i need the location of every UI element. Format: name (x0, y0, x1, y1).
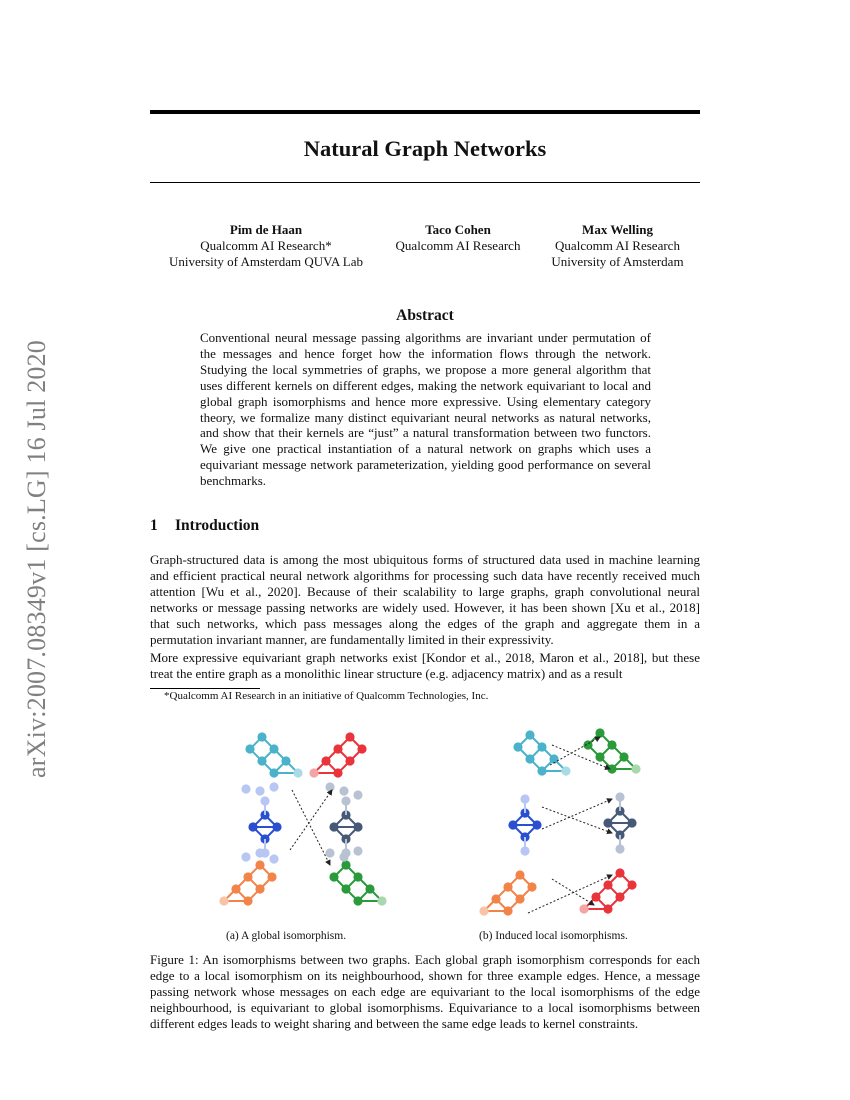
author-name: Max Welling (582, 222, 653, 237)
graph-node (255, 860, 264, 869)
abstract-text: Conventional neural message passing algorithms are invariant under permutation of the messages and hence forget how the information flows through the network. Studying the local symmetries of graphs, we propose a more general algorithm that uses different kernels on different edges, making the network equivariant to local and global graph isomorphisms and hence more expressive. Using elementary category theory, we formalize many distinct equivariant neural networks as natural networks, and show that their kernels are “just” a natural transformation between two functors. We give one practical instantiation of a natural network on graphs which uses a equivariant message network parameterization, yielding good performance on several benchmarks. (200, 330, 651, 489)
graph-node (333, 744, 342, 753)
graph-node (243, 896, 252, 905)
graph-node (353, 872, 362, 881)
graph-node (339, 852, 348, 861)
graph-node (219, 896, 228, 905)
graph-node (269, 854, 278, 863)
subcaption-b: (b) Induced local isomorphisms. (479, 930, 628, 942)
graph-node (269, 768, 278, 777)
graph-node (321, 756, 330, 765)
graph-node (255, 786, 264, 795)
graph-node (248, 822, 257, 831)
graph-node (615, 868, 624, 877)
mapping-arrow (542, 799, 612, 829)
graph-node (325, 848, 334, 857)
graph-node (537, 742, 546, 751)
graph-node (341, 884, 350, 893)
section-heading (150, 517, 259, 535)
graph-node (561, 766, 570, 775)
author-affiliation: University of Amsterdam (551, 253, 684, 269)
graph-node (508, 820, 517, 829)
graph-node (513, 742, 522, 751)
graph-node (353, 846, 362, 855)
author-affiliation: University of Amsterdam QUVA Lab (168, 253, 364, 269)
graph-node (595, 728, 604, 737)
graph-node (245, 744, 254, 753)
author-name: Pim de Haan (229, 222, 303, 237)
graph-node (525, 754, 534, 763)
graph-node (525, 730, 534, 739)
graph-node (503, 906, 512, 915)
footnote-rule (150, 688, 260, 689)
graph-node (603, 880, 612, 889)
graph-isomorphism-diagram (150, 725, 700, 930)
graph-node (345, 756, 354, 765)
paper-title: Natural Graph Networks (303, 136, 547, 161)
graph-node (532, 820, 541, 829)
graph-node (281, 756, 290, 765)
graph-node (631, 764, 640, 773)
section-title: Introduction (175, 517, 260, 534)
mapping-arrow (552, 879, 594, 905)
author-name: Taco Cohen (425, 222, 491, 237)
author-affiliation: Qualcomm AI Research (395, 237, 521, 253)
graph-node (627, 880, 636, 889)
graph-node (272, 822, 281, 831)
graph-node (357, 744, 366, 753)
author-block (545, 222, 690, 269)
section-number: 1 (150, 517, 158, 534)
author-affiliation: Qualcomm AI Research (555, 237, 680, 253)
graph-node (353, 790, 362, 799)
graph-node (269, 744, 278, 753)
graph-node (527, 882, 536, 891)
graph-node (615, 892, 624, 901)
graph-node (269, 782, 278, 791)
figure-caption: Figure 1: An isomorphisms between two graphs. Each global graph isomorphism corresponds for each edge to a local isomorphism on its neighbourhood, shown for three example edges. Hence, a message passing network whose messages on each edge are equivariant to the local isomorphisms of the edge neighbourhood, is equivariant to global isomorphisms. Equivariance to a local isomorphisms between different edges leads to weight sharing and between the same edge leads to kernel constraints. (150, 952, 700, 1031)
author-block (163, 222, 369, 269)
graph-node (341, 860, 350, 869)
graph-node (325, 782, 334, 791)
footnote: *Qualcomm AI Research in an initiative of Qualcomm Technologies, Inc. (164, 690, 489, 702)
abstract-heading: Abstract (396, 307, 454, 324)
graph-node (257, 756, 266, 765)
graph-node (377, 896, 386, 905)
graph-node (345, 732, 354, 741)
intro-paragraph: Graph-structured data is among the most ubiquitous forms of structured data used in machine learning and efficient practical neural network algorithms for processing such data have recently received much attention [Wu et al., 2020]. Because of their scalability to large graphs, graph convolutional neural networks or message passing networks are widely used. However, it has been shown [Xu et al., 2018] that such networks, which pass messages along the edges of the graph and aggregate them in a permutation invariant manner, are fundamentally limited in their expressivity. (150, 552, 700, 647)
graph-node (607, 740, 616, 749)
mapping-arrow (550, 737, 600, 765)
graph-node (309, 768, 318, 777)
author-affiliation: Qualcomm AI Research* (200, 237, 332, 253)
graph-node (255, 848, 264, 857)
graph-node (339, 786, 348, 795)
mapping-arrow (292, 790, 330, 865)
graph-node (479, 906, 488, 915)
graph-node (591, 892, 600, 901)
figure-1 (150, 725, 700, 950)
graph-node (503, 882, 512, 891)
graph-node (241, 784, 250, 793)
graph-node (619, 752, 628, 761)
graph-node (241, 852, 250, 861)
author-block (388, 222, 528, 254)
intro-paragraph: More expressive equivariant graph networks exist [Kondor et al., 2018, Maron et al., 2018], but these treat the entire graph as a monolithic linear structure (e.g. adjacency matrix) and as a result (150, 650, 700, 681)
graph-node (231, 884, 240, 893)
graph-node (627, 818, 636, 827)
graph-node (491, 894, 500, 903)
graph-node (537, 766, 546, 775)
graph-node (243, 872, 252, 881)
graph-node (333, 768, 342, 777)
graph-node (515, 870, 524, 879)
graph-node (255, 884, 264, 893)
graph-node (515, 894, 524, 903)
graph-node (329, 872, 338, 881)
subcaption-a: (a) A global isomorphism. (226, 930, 347, 942)
title-top-rule (150, 110, 700, 114)
title-bottom-rule (150, 182, 700, 183)
graph-node (293, 768, 302, 777)
graph-node (353, 822, 362, 831)
graph-node (353, 896, 362, 905)
graph-node (603, 904, 612, 913)
graph-node (329, 822, 338, 831)
graph-node (267, 872, 276, 881)
graph-node (257, 732, 266, 741)
graph-node (365, 884, 374, 893)
mapping-arrow (542, 807, 612, 833)
graph-node (603, 818, 612, 827)
arxiv-identifier: arXiv:2007.08349v1 [cs.LG] 16 Jul 2020 (22, 340, 51, 778)
graph-node (579, 904, 588, 913)
graph-node (595, 752, 604, 761)
